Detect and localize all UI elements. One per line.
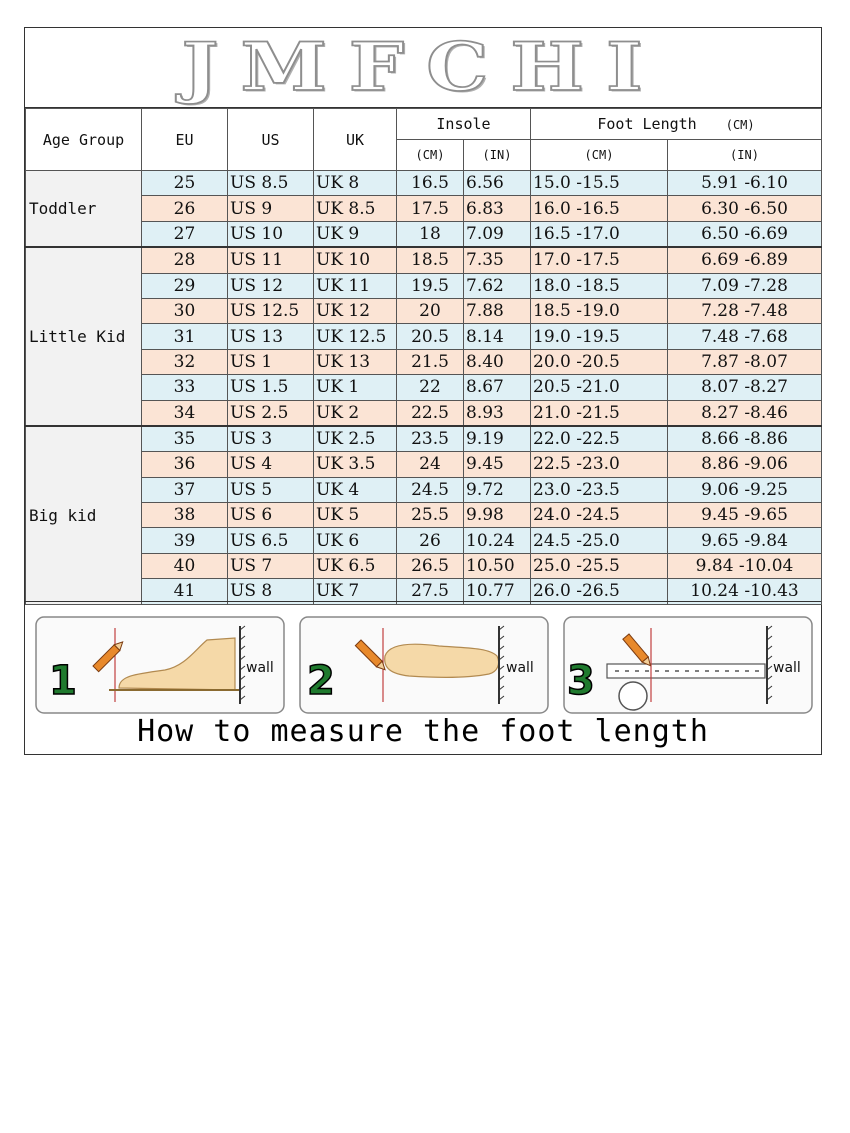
cell-insole-in: 9.19 [464,426,531,452]
cell-eu: 41 [142,579,228,604]
table-row [26,171,822,196]
table-row [26,528,822,553]
table-row [26,298,822,323]
step-1-illustration [35,616,285,714]
cell-eu: 28 [142,247,228,273]
header-foot-length-unit: (CM) [725,118,755,132]
cell-insole-in: 6.83 [464,196,531,221]
cell-us: US 1 [228,349,314,374]
cell-foot-in: 9.84 -10.04 [668,553,822,578]
cell-foot-cm: 23.0 -23.5 [531,477,668,502]
cell-uk: UK 4 [314,477,397,502]
cell-foot-in: 6.69 -6.89 [668,247,822,273]
cell-eu: 40 [142,553,228,578]
cell-insole-in: 8.14 [464,324,531,349]
header-foot-length [531,109,822,140]
cell-uk: UK 9 [314,221,397,247]
cell-foot-cm: 22.0 -22.5 [531,426,668,452]
cell-insole-in: 10.24 [464,528,531,553]
cell-insole-cm: 24 [397,452,464,477]
header-insole-in: (IN) [464,140,531,171]
cell-us: US 7 [228,553,314,578]
cell-us: US 8.5 [228,171,314,196]
cell-us: US 3 [228,426,314,452]
cell-us: US 2.5 [228,400,314,426]
wall-label-2: wall [506,660,534,676]
cell-foot-cm: 22.5 -23.0 [531,452,668,477]
cell-eu: 27 [142,221,228,247]
cell-foot-in: 8.27 -8.46 [668,400,822,426]
brand-name: JMFCHI [181,28,665,107]
table-row [26,503,822,528]
cell-foot-cm: 21.0 -21.5 [531,400,668,426]
cell-insole-in: 7.62 [464,273,531,298]
size-table-body [26,171,822,605]
wall-label: wall [246,660,274,676]
cell-eu: 26 [142,196,228,221]
table-row [26,375,822,400]
table-row [26,400,822,426]
header-us: US [228,109,314,171]
cell-foot-in: 7.48 -7.68 [668,324,822,349]
cell-eu: 37 [142,477,228,502]
size-chart [24,27,822,755]
age-group-cell: Toddler [26,171,142,248]
cell-foot-in: 9.45 -9.65 [668,503,822,528]
cell-foot-cm: 20.0 -20.5 [531,349,668,374]
cell-us: US 6.5 [228,528,314,553]
cell-insole-in: 7.09 [464,221,531,247]
cell-foot-in: 9.65 -9.84 [668,528,822,553]
cell-eu: 29 [142,273,228,298]
cell-eu: 36 [142,452,228,477]
cell-foot-cm: 16.5 -17.0 [531,221,668,247]
cell-eu: 38 [142,503,228,528]
cell-uk: UK 2 [314,400,397,426]
table-row [26,273,822,298]
cell-foot-cm: 25.0 -25.5 [531,553,668,578]
table-row [26,324,822,349]
guide-caption: How to measure the foot length [137,714,709,749]
cell-us: US 9 [228,196,314,221]
cell-foot-in: 8.07 -8.27 [668,375,822,400]
cell-insole-cm: 20.5 [397,324,464,349]
cell-foot-in: 10.24 -10.43 [668,579,822,604]
cell-foot-in: 7.28 -7.48 [668,298,822,323]
table-row [26,196,822,221]
cell-foot-in: 5.91 -6.10 [668,171,822,196]
cell-uk: UK 12 [314,298,397,323]
cell-foot-in: 8.66 -8.86 [668,426,822,452]
step-3-illustration [563,616,813,714]
age-group-cell: Big kid [26,426,142,604]
cell-foot-in: 6.50 -6.69 [668,221,822,247]
cell-insole-cm: 22 [397,375,464,400]
brand-logo [25,28,821,108]
cell-foot-cm: 24.0 -24.5 [531,503,668,528]
wall-label-3: wall [773,660,801,676]
header-insole-cm: (CM) [397,140,464,171]
step-3-number: 3 [567,658,595,704]
cell-foot-in: 8.86 -9.06 [668,452,822,477]
table-row [26,426,822,452]
header-foot-cm: (CM) [531,140,668,171]
cell-foot-in: 9.06 -9.25 [668,477,822,502]
header-insole: Insole [397,109,531,140]
cell-eu: 32 [142,349,228,374]
step-2-number: 2 [307,658,335,704]
header-foot-length-label: Foot Length [597,115,697,133]
cell-foot-in: 6.30 -6.50 [668,196,822,221]
foot-top-icon [385,644,499,677]
cell-insole-cm: 22.5 [397,400,464,426]
cell-insole-cm: 20 [397,298,464,323]
cell-uk: UK 8 [314,171,397,196]
cell-foot-cm: 15.0 -15.5 [531,171,668,196]
step-1-number: 1 [49,658,77,704]
cell-insole-in: 10.50 [464,553,531,578]
cell-insole-in: 10.77 [464,579,531,604]
cell-insole-cm: 21.5 [397,349,464,374]
cell-insole-cm: 19.5 [397,273,464,298]
cell-insole-in: 8.93 [464,400,531,426]
cell-insole-in: 7.35 [464,247,531,273]
cell-insole-in: 7.88 [464,298,531,323]
cell-uk: UK 6.5 [314,553,397,578]
cell-us: US 12 [228,273,314,298]
cell-uk: UK 3.5 [314,452,397,477]
table-row [26,553,822,578]
cell-us: US 8 [228,579,314,604]
cell-insole-in: 8.67 [464,375,531,400]
cell-uk: UK 6 [314,528,397,553]
cell-insole-cm: 18.5 [397,247,464,273]
cell-foot-cm: 24.5 -25.0 [531,528,668,553]
cell-insole-cm: 27.5 [397,579,464,604]
cell-insole-in: 9.98 [464,503,531,528]
cell-us: US 5 [228,477,314,502]
measure-guide [25,601,821,754]
size-table [25,108,822,605]
step-2-illustration [299,616,549,714]
cell-us: US 11 [228,247,314,273]
table-row [26,221,822,247]
cell-eu: 30 [142,298,228,323]
cell-uk: UK 13 [314,349,397,374]
cell-foot-cm: 20.5 -21.0 [531,375,668,400]
cell-uk: UK 12.5 [314,324,397,349]
cell-foot-in: 7.87 -8.07 [668,349,822,374]
cell-insole-in: 6.56 [464,171,531,196]
cell-foot-cm: 18.5 -19.0 [531,298,668,323]
header-eu: EU [142,109,228,171]
cell-foot-in: 7.09 -7.28 [668,273,822,298]
cell-uk: UK 8.5 [314,196,397,221]
cell-us: US 4 [228,452,314,477]
header-age-group: Age Group [26,109,142,171]
cell-eu: 31 [142,324,228,349]
cell-insole-cm: 26 [397,528,464,553]
header-uk: UK [314,109,397,171]
table-row [26,349,822,374]
cell-eu: 39 [142,528,228,553]
cell-insole-cm: 17.5 [397,196,464,221]
cell-eu: 25 [142,171,228,196]
cell-eu: 35 [142,426,228,452]
cell-insole-cm: 16.5 [397,171,464,196]
cell-uk: UK 5 [314,503,397,528]
cell-foot-cm: 18.0 -18.5 [531,273,668,298]
cell-insole-cm: 26.5 [397,553,464,578]
cell-insole-cm: 25.5 [397,503,464,528]
cell-us: US 6 [228,503,314,528]
cell-uk: UK 2.5 [314,426,397,452]
cell-insole-cm: 18 [397,221,464,247]
table-row [26,477,822,502]
age-group-cell: Little Kid [26,247,142,426]
cell-insole-cm: 24.5 [397,477,464,502]
cell-us: US 1.5 [228,375,314,400]
cell-us: US 12.5 [228,298,314,323]
cell-foot-cm: 17.0 -17.5 [531,247,668,273]
cell-foot-cm: 16.0 -16.5 [531,196,668,221]
cell-foot-cm: 26.0 -26.5 [531,579,668,604]
cell-us: US 13 [228,324,314,349]
cell-uk: UK 11 [314,273,397,298]
header-foot-in: (IN) [668,140,822,171]
cell-uk: UK 1 [314,375,397,400]
table-row [26,452,822,477]
cell-foot-cm: 19.0 -19.5 [531,324,668,349]
cell-us: US 10 [228,221,314,247]
cell-insole-cm: 23.5 [397,426,464,452]
cell-uk: UK 10 [314,247,397,273]
cell-eu: 34 [142,400,228,426]
cell-uk: UK 7 [314,579,397,604]
table-row [26,247,822,273]
cell-insole-in: 9.72 [464,477,531,502]
cell-insole-in: 8.40 [464,349,531,374]
cell-eu: 33 [142,375,228,400]
cell-insole-in: 9.45 [464,452,531,477]
